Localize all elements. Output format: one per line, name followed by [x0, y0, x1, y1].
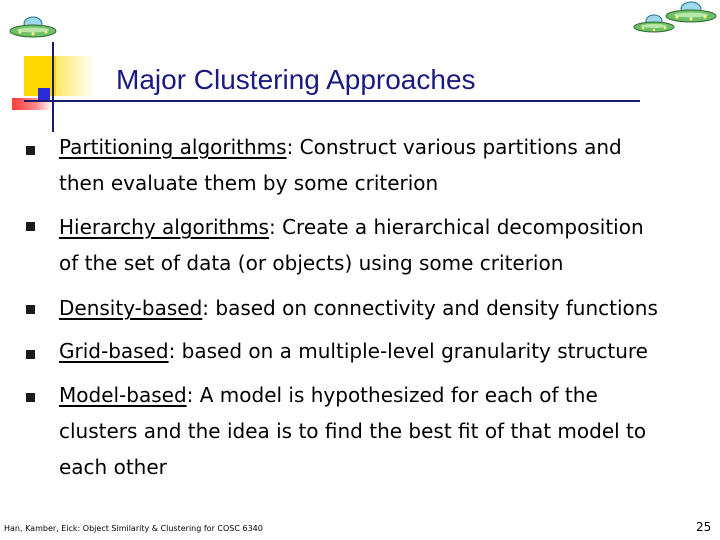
square-bullet-icon [26, 305, 35, 314]
bullet-description: : based on a multiple-level granularity structure [168, 339, 648, 363]
bullet-description: : based on connectivity and density functions [202, 296, 658, 320]
bullet-description: : Construct various partitions and [286, 135, 622, 159]
bullet-term: Density-based [59, 296, 203, 320]
bullet-text [59, 290, 709, 326]
bullet-description-continued: each other [59, 455, 167, 479]
title-decoration-vertical-line [52, 42, 54, 132]
bullet-term: Model-based [59, 383, 187, 407]
square-bullet-icon [26, 146, 35, 155]
square-bullet-icon [26, 393, 35, 402]
bullet-description: : A model is hypothesized for each of the [186, 383, 598, 407]
bullet-term: Grid-based [59, 339, 169, 363]
page-number: 25 [696, 520, 712, 534]
bullet-description-continued: clusters and the idea is to find the best fit of that model to [59, 419, 647, 443]
bullet-text [59, 209, 709, 281]
flying-saucer-icon [8, 14, 58, 42]
bullet-text [59, 377, 709, 485]
bullet-description: : Create a hierarchical decomposition [268, 215, 644, 239]
bullet-description-continued: of the set of data (or objects) using some criterion [59, 251, 564, 275]
square-bullet-icon [26, 350, 35, 359]
bullet-description-continued: then evaluate them by some criterion [59, 171, 439, 195]
title-decoration-yellow-fade [56, 56, 96, 96]
bullet-term: Partitioning algorithms [59, 135, 287, 159]
bullet-term: Hierarchy algorithms [59, 215, 269, 239]
bullet-text [59, 129, 709, 201]
bullet-text [59, 333, 709, 369]
title-underline-rule [24, 100, 640, 102]
slide-footer: Han, Kamber, Eick: Object Similarity & Clustering for COSC 6340 [4, 524, 263, 533]
flying-saucer-icon [632, 12, 676, 36]
slide-title: Major Clustering Approaches [116, 64, 476, 95]
square-bullet-icon [26, 222, 35, 231]
